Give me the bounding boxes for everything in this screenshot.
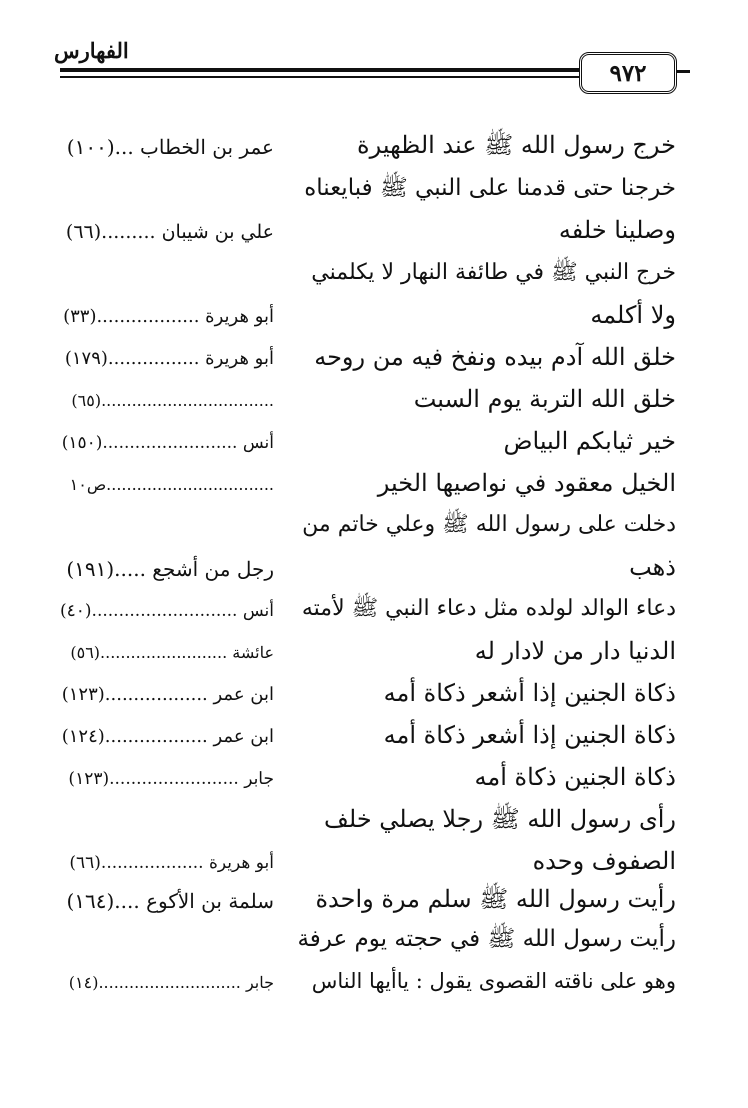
narrator-reference: ابن عمر ..................(١٢٣) — [61, 684, 274, 705]
hadith-text: وهو على ناقته القصوى يقول : ياأيها الناس — [311, 969, 676, 993]
hadith-text: خرجنا حتى قدمنا على النبي ﷺ فبايعناه — [304, 175, 676, 201]
hadith-text: ذكاة الجنين ذكاة أمه — [474, 763, 676, 791]
hadith-text: ذكاة الجنين إذا أشعر ذكاة أمه — [383, 679, 676, 707]
narrator-reference: جابر ........................(١٢٣) — [68, 769, 274, 789]
hadith-text: خرج النبي ﷺ في طائفة النهار لا يكلمني — [311, 260, 676, 285]
narrator-reference: رجل من أشجع .....(١٩١) — [66, 557, 274, 581]
hadith-text: خلق الله التربة يوم السبت — [413, 385, 676, 413]
narrator-reference: أنس .........................(١٥٠) — [61, 433, 274, 453]
header-rule-thick — [60, 68, 580, 72]
narrator-reference: أبو هريرة ................(١٧٩) — [64, 348, 274, 369]
narrator-reference: أبو هريرة ..................(٣٣) — [63, 306, 274, 327]
narrator-reference: سلمة بن الأكوع ....(١٦٤) — [66, 889, 274, 913]
narrator-reference: ابن عمر ..................(١٢٤) — [61, 726, 274, 747]
narrator-reference: عمر بن الخطاب ...(١٠٠) — [66, 135, 274, 159]
hadith-text: الدنيا دار من لادار له — [474, 637, 676, 665]
page-header — [0, 0, 748, 100]
hadith-text: رأيت رسول الله ﷺ سلم مرة واحدة — [315, 885, 676, 913]
hadith-text: دخلت على رسول الله ﷺ وعلي خاتم من — [302, 512, 676, 537]
hadith-text: ذهب — [629, 553, 676, 581]
narrator-reference: عائشة .........................(٥٦) — [70, 643, 274, 662]
section-title: الفهارس — [54, 38, 129, 63]
hadith-text: خلق الله آدم بيده ونفخ فيه من روحه — [314, 343, 676, 371]
hadith-text: الصفوف وحده — [532, 847, 676, 875]
page-number: ٩٧٢ — [579, 52, 677, 94]
hadith-text: رأى رسول الله ﷺ رجلا يصلي خلف — [324, 805, 676, 833]
hadith-text: خير ثيابكم البياض — [503, 427, 676, 455]
narrator-reference: أبو هريرة ...................(٦٦) — [69, 853, 274, 873]
header-rule-thin — [60, 76, 580, 78]
narrator-reference: علي بن شيبان .........(٦٦) — [65, 221, 274, 243]
narrator-reference: أنس ...........................(٤٠) — [60, 601, 274, 621]
hadith-text: رأيت رسول الله ﷺ في حجته يوم عرفة — [297, 926, 676, 952]
narrator-reference: .................................ص١٠ — [69, 475, 274, 494]
narrator-reference: جابر ............................(١٤) — [68, 973, 274, 992]
hadith-text: دعاء الوالد لولده مثل دعاء النبي ﷺ لأمته — [301, 596, 676, 621]
hadith-text: وصلينا خلفه — [558, 216, 676, 244]
narrator-reference: ..................................(٦٥) — [71, 391, 274, 410]
hadith-text: الخيل معقود في نواصيها الخير — [377, 469, 676, 497]
hadith-text: خرج رسول الله ﷺ عند الظهيرة — [357, 131, 676, 159]
hadith-text: ولا أكلمه — [590, 301, 676, 329]
hadith-text: ذكاة الجنين إذا أشعر ذكاة أمه — [383, 721, 676, 749]
